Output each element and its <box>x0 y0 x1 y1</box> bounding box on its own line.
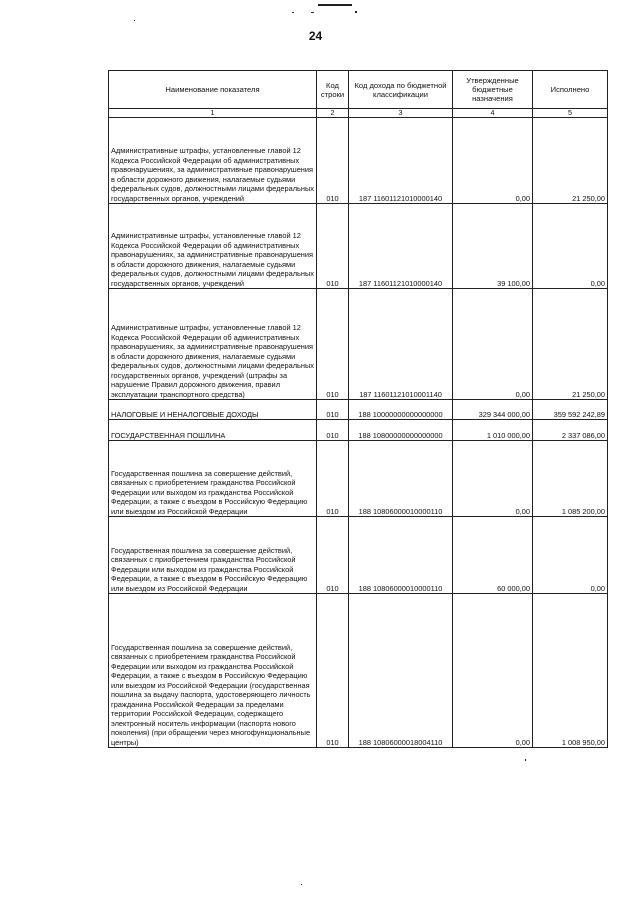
row-approved: 1 010 000,00 <box>453 420 533 441</box>
page-number: 24 <box>308 29 323 43</box>
row-executed: 0,00 <box>533 204 608 289</box>
row-executed: 1 008 950,00 <box>533 594 608 748</box>
row-executed: 21 250,00 <box>533 118 608 204</box>
row-kbk: 187 11601121010001140 <box>349 289 453 400</box>
row-approved: 0,00 <box>453 594 533 748</box>
scan-speck <box>292 12 294 13</box>
scan-speck <box>311 12 314 13</box>
table-row <box>109 517 608 594</box>
header-name: Наименование показателя <box>109 71 317 109</box>
column-number: 1 <box>109 109 317 118</box>
row-approved: 0,00 <box>453 118 533 204</box>
row-name: Административные штрафы, установленные главой 12 Кодекса Российской Федерации об административных правонарушениях, за административные правонарушения в области дорожного движения, налагаемые судьями федеральных судов, должностными лицами федеральных государственных органов, учреждений <box>109 204 317 289</box>
row-executed: 0,00 <box>533 517 608 594</box>
row-kbk: 188 10806000018004110 <box>349 594 453 748</box>
header-approved: Утвержденные бюджетные назначения <box>453 71 533 109</box>
column-number-row <box>109 109 608 118</box>
header-code: Код строки <box>317 71 349 109</box>
row-name: Административные штрафы, установленные главой 12 Кодекса Российской Федерации об административных правонарушениях, за административные правонарушения в области дорожного движения, налагаемые судьями федеральных судов, должностными лицами федеральных государственных органов, учреждений <box>109 118 317 204</box>
row-name: НАЛОГОВЫЕ И НЕНАЛОГОВЫЕ ДОХОДЫ <box>109 400 317 420</box>
header-row <box>109 71 608 109</box>
table-row <box>109 118 608 204</box>
column-number: 2 <box>317 109 349 118</box>
row-code: 010 <box>317 118 349 204</box>
row-executed: 2 337 086,00 <box>533 420 608 441</box>
scan-speck <box>134 20 135 21</box>
column-number: 5 <box>533 109 608 118</box>
row-executed: 359 592 242,89 <box>533 400 608 420</box>
row-name: Государственная пошлина за совершение действий, связанных с приобретением гражданства Российской Федерации или выходом из гражданства Российской Федерации, а также с въездом в Российскую Федерацию или выездом из Российской Федерации (государственная пошлина за выдачу паспорта, удостоверяющего личность гражданина Российской Федерации за пределами территории Российской Федерации, содержащего электронный носитель информации (паспорта нового поколения) (при обращении через многофункциональные центры) <box>109 594 317 748</box>
row-kbk: 188 10000000000000000 <box>349 400 453 420</box>
scan-speck <box>301 884 302 885</box>
table-row <box>109 204 608 289</box>
report-table <box>108 70 608 748</box>
table-row <box>109 441 608 517</box>
row-approved: 0,00 <box>453 441 533 517</box>
row-code: 010 <box>317 441 349 517</box>
row-name: ГОСУДАРСТВЕННАЯ ПОШЛИНА <box>109 420 317 441</box>
row-code: 010 <box>317 517 349 594</box>
row-code: 010 <box>317 594 349 748</box>
row-name: Государственная пошлина за совершение действий, связанных с приобретением гражданства Российской Федерации или выходом из гражданства Российской Федерации, а также с въездом в Российскую Федерацию или выездом из Российской Федерации <box>109 517 317 594</box>
row-executed: 21 250,00 <box>533 289 608 400</box>
header-executed: Исполнено <box>533 71 608 109</box>
row-approved: 39 100,00 <box>453 204 533 289</box>
row-kbk: 188 10806000010000110 <box>349 441 453 517</box>
header-kbk: Код дохода по бюджетной классификации <box>349 71 453 109</box>
row-kbk: 187 11601121010000140 <box>349 118 453 204</box>
column-number: 3 <box>349 109 453 118</box>
row-approved: 329 344 000,00 <box>453 400 533 420</box>
table-row <box>109 420 608 441</box>
table-row <box>109 289 608 400</box>
row-name: Государственная пошлина за совершение действий, связанных с приобретением гражданства Российской Федерации или выходом из гражданства Российской Федерации, а также с въездом в Российскую Федерацию или выездом из Российской Федерации <box>109 441 317 517</box>
row-kbk: 187 11601121010000140 <box>349 204 453 289</box>
scan-mark-top <box>318 4 352 6</box>
row-name: Административные штрафы, установленные главой 12 Кодекса Российской Федерации об административных правонарушениях, за административные правонарушения в области дорожного движения, налагаемые судьями федеральных судов, должностными лицами федеральных государственных органов, учреждений (штрафы за нарушение Правил дорожного движения, правил эксплуатации транспортного средства) <box>109 289 317 400</box>
row-kbk: 188 10800000000000000 <box>349 420 453 441</box>
row-code: 010 <box>317 289 349 400</box>
row-kbk: 188 10806000010000110 <box>349 517 453 594</box>
row-approved: 0,00 <box>453 289 533 400</box>
row-code: 010 <box>317 420 349 441</box>
row-code: 010 <box>317 204 349 289</box>
scan-speck <box>355 11 357 13</box>
table-row <box>109 400 608 420</box>
row-executed: 1 085 200,00 <box>533 441 608 517</box>
scan-speck <box>525 759 526 761</box>
row-approved: 60 000,00 <box>453 517 533 594</box>
column-number: 4 <box>453 109 533 118</box>
row-code: 010 <box>317 400 349 420</box>
table-row <box>109 594 608 748</box>
